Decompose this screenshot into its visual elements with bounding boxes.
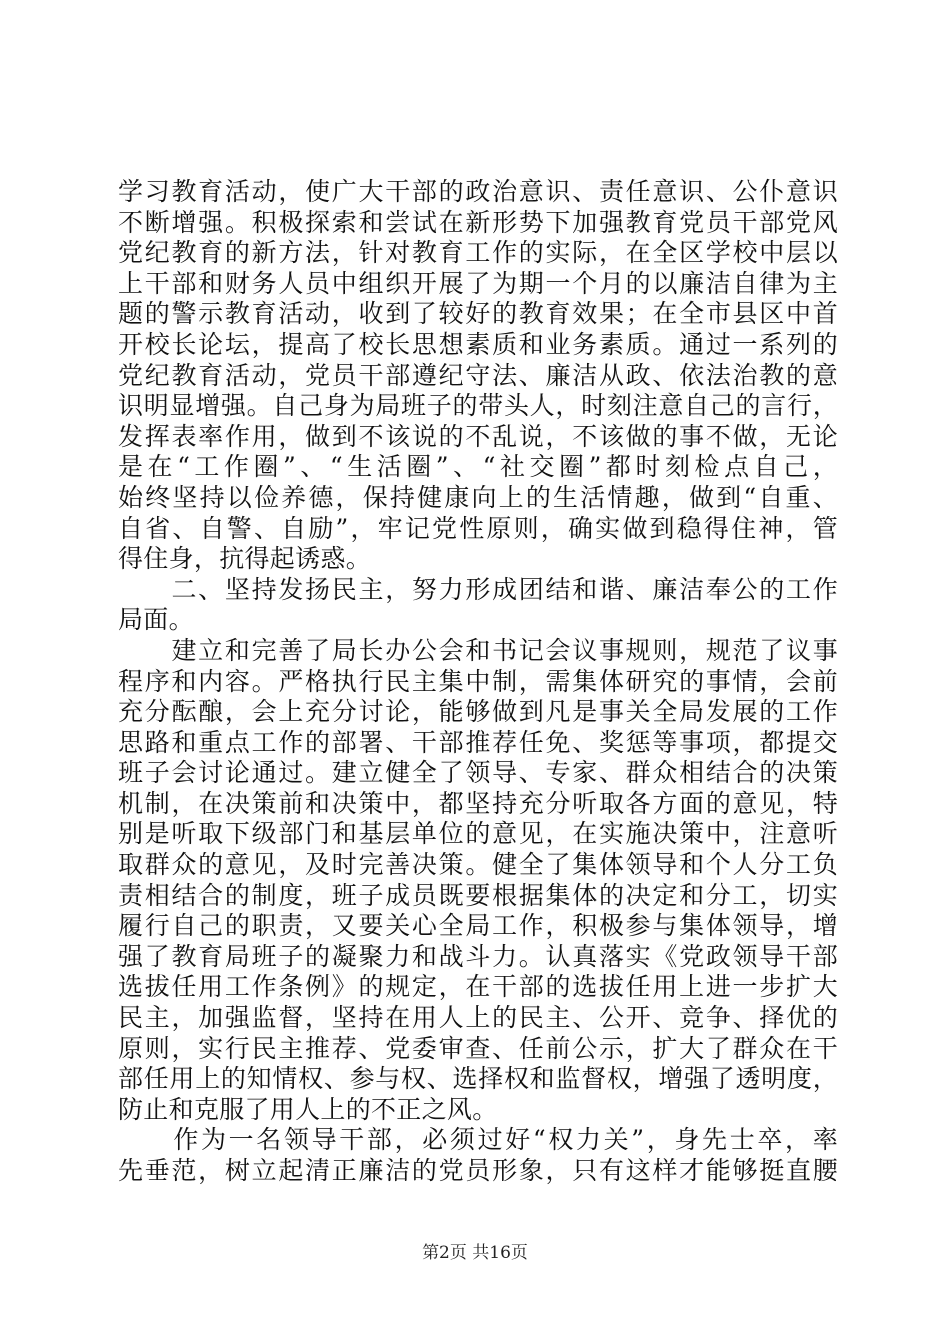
text-line: 思路和重点工作的部署、干部推荐任免、奖惩等事项，都提交 xyxy=(118,727,838,757)
text-line: 充分酝酿，会上充分讨论，能够做到凡是事关全局发展的工作 xyxy=(118,697,838,727)
text-line: 建立和完善了局长办公会和书记会议事规则，规范了议事 xyxy=(118,635,838,665)
text-line: 履行自己的职责，又要关心全局工作，积极参与集体领导，增 xyxy=(118,911,838,941)
text-line: 是在“工作圈”、“生活圈”、“社交圈”都时刻检点自己， xyxy=(118,452,838,482)
text-line: 机制，在决策前和决策中，都坚持充分听取各方面的意见，特 xyxy=(118,788,838,818)
text-line: 学习教育活动，使广大干部的政治意识、责任意识、公仆意识 xyxy=(118,177,838,206)
text-line: 责相结合的制度，班子成员既要根据集体的决定和分工，切实 xyxy=(118,880,838,910)
text-line: 防止和克服了用人上的不正之风。 xyxy=(118,1094,498,1124)
text-line: 局面。 xyxy=(118,605,194,635)
text-line: 得住身，抗得起诱惑。 xyxy=(118,544,372,574)
page-footer: 第2页 共16页 xyxy=(422,1243,528,1263)
text-line: 识明显增强。自己身为局班子的带头人，时刻注意自己的言行， xyxy=(118,391,838,421)
text-line: 题的警示教育活动，收到了较好的教育效果；在全市县区中首 xyxy=(118,299,838,329)
text-line: 先垂范，树立起清正廉洁的党员形象，只有这样才能够挺直腰 xyxy=(118,1156,838,1185)
text-line: 党纪教育活动，党员干部遵纪守法、廉洁从政、依法治教的意 xyxy=(118,360,838,390)
text-line: 作为一名领导干部，必须过好“权力关”，身先士卒，率 xyxy=(118,1125,838,1155)
text-line: 党纪教育的新方法，针对教育工作的实际，在全区学校中层以 xyxy=(118,238,838,268)
text-line: 民主，加强监督，坚持在用人上的民主、公开、竞争、择优的 xyxy=(118,1003,838,1033)
text-line: 开校长论坛，提高了校长思想素质和业务素质。通过一系列的 xyxy=(118,329,838,359)
text-line: 程序和内容。严格执行民主集中制，需集体研究的事情，会前 xyxy=(118,666,838,696)
text-line: 二、坚持发扬民主，努力形成团结和谐、廉洁奉公的工作 xyxy=(118,574,838,604)
text-line: 选拔任用工作条例》的规定，在干部的选拔任用上进一步扩大 xyxy=(118,972,838,1002)
text-line: 取群众的意见，及时完善决策。健全了集体领导和个人分工负 xyxy=(118,850,838,880)
text-line: 发挥表率作用，做到不该说的不乱说，不该做的事不做，无论 xyxy=(118,421,838,451)
text-line: 自省、自警、自励”，牢记党性原则，确实做到稳得住神，管 xyxy=(118,513,838,543)
text-line: 上干部和财务人员中组织开展了为期一个月的以廉洁自律为主 xyxy=(118,268,838,298)
text-line: 不断增强。积极探索和尝试在新形势下加强教育党员干部党风 xyxy=(118,207,838,237)
text-line: 别是听取下级部门和基层单位的意见，在实施决策中，注意听 xyxy=(118,819,838,849)
document-body xyxy=(118,177,838,1187)
text-line: 始终坚持以俭养德，保持健康向上的生活情趣，做到“自重、 xyxy=(118,482,838,512)
text-line: 班子会讨论通过。建立健全了领导、专家、群众相结合的决策 xyxy=(118,758,838,788)
text-line: 部任用上的知情权、参与权、选择权和监督权，增强了透明度， xyxy=(118,1064,838,1094)
text-line: 强了教育局班子的凝聚力和战斗力。认真落实《党政领导干部 xyxy=(118,941,838,971)
text-line: 原则，实行民主推荐、党委审查、任前公示，扩大了群众在干 xyxy=(118,1033,838,1063)
